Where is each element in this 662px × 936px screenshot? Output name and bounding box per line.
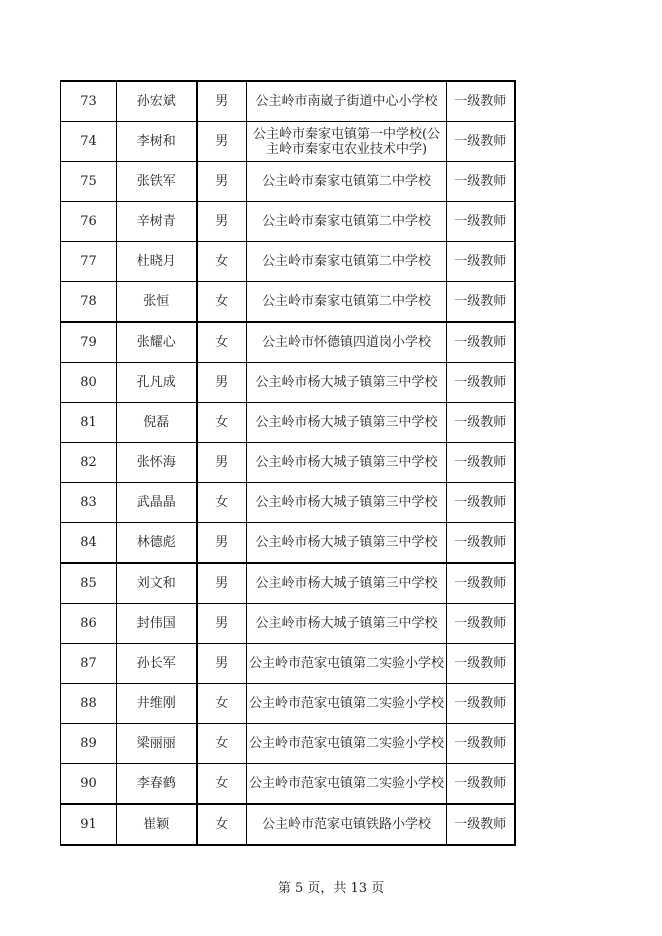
row-number: 77 [61, 242, 117, 282]
teacher-title: 一级教师 [447, 81, 515, 122]
row-number: 83 [61, 483, 117, 523]
school-name: 公主岭市秦家屯镇第二中学校 [247, 242, 447, 282]
teacher-name: 井维刚 [117, 684, 197, 724]
school-name: 公主岭市范家屯镇第二实验小学校 [247, 764, 447, 805]
page-footer: 第 5 页，共 13 页 [277, 881, 385, 896]
teacher-sex: 男 [197, 122, 247, 162]
teacher-name: 孙宏斌 [117, 81, 197, 122]
row-number: 80 [61, 363, 117, 403]
row-number: 73 [61, 81, 117, 122]
table-row [61, 483, 515, 523]
school-name: 公主岭市南崴子街道中心小学校 [247, 81, 447, 122]
row-number: 82 [61, 443, 117, 483]
row-number: 85 [61, 563, 117, 604]
teacher-title: 一级教师 [447, 684, 515, 724]
table-row [61, 282, 515, 323]
row-number: 74 [61, 122, 117, 162]
teacher-title: 一级教师 [447, 604, 515, 644]
school-name: 公主岭市杨大城子镇第三中学校 [247, 563, 447, 604]
teacher-sex: 男 [197, 644, 247, 684]
teacher-name: 李树和 [117, 122, 197, 162]
teacher-title: 一级教师 [447, 523, 515, 564]
row-number: 87 [61, 644, 117, 684]
teacher-sex: 男 [197, 202, 247, 242]
teacher-name: 辛树青 [117, 202, 197, 242]
teacher-name: 张怀海 [117, 443, 197, 483]
school-name: 公主岭市秦家屯镇第二中学校 [247, 202, 447, 242]
teacher-sex: 女 [197, 282, 247, 323]
school-name: 公主岭市范家屯镇第二实验小学校 [247, 724, 447, 764]
teacher-title: 一级教师 [447, 443, 515, 483]
row-number: 90 [61, 764, 117, 805]
table-row [61, 764, 515, 805]
teacher-name: 孙长军 [117, 644, 197, 684]
school-name: 公主岭市秦家屯镇第二中学校 [247, 282, 447, 323]
school-name: 公主岭市杨大城子镇第三中学校 [247, 403, 447, 443]
school-name: 公主岭市杨大城子镇第三中学校 [247, 523, 447, 564]
school-name: 公主岭市杨大城子镇第三中学校 [247, 483, 447, 523]
row-number: 75 [61, 162, 117, 202]
teacher-sex: 男 [197, 604, 247, 644]
teacher-name: 梁丽丽 [117, 724, 197, 764]
table-row [61, 604, 515, 644]
table-row [61, 202, 515, 242]
row-number: 89 [61, 724, 117, 764]
school-name: 公主岭市范家屯镇第二实验小学校 [247, 644, 447, 684]
teacher-title: 一级教师 [447, 322, 515, 363]
table-row [61, 122, 515, 162]
table-row [61, 162, 515, 202]
teacher-title: 一级教师 [447, 764, 515, 805]
table-row [61, 644, 515, 684]
teacher-name: 张恒 [117, 282, 197, 323]
teacher-sex: 男 [197, 363, 247, 403]
teacher-name: 杜晓月 [117, 242, 197, 282]
table-row [61, 363, 515, 403]
teacher-sex: 男 [197, 81, 247, 122]
teacher-name: 林德彪 [117, 523, 197, 564]
table-row [61, 563, 515, 604]
teacher-sex: 女 [197, 804, 247, 845]
teacher-sex: 女 [197, 242, 247, 282]
table-row [61, 403, 515, 443]
teacher-sex: 男 [197, 443, 247, 483]
teacher-sex: 女 [197, 724, 247, 764]
teacher-title: 一级教师 [447, 162, 515, 202]
school-name: 公主岭市怀德镇四道岗小学校 [247, 322, 447, 363]
teacher-sex: 男 [197, 523, 247, 564]
table-row [61, 81, 515, 122]
row-number: 79 [61, 322, 117, 363]
teacher-sex: 男 [197, 563, 247, 604]
row-number: 76 [61, 202, 117, 242]
teacher-name: 崔颖 [117, 804, 197, 845]
teacher-name: 封伟国 [117, 604, 197, 644]
school-name: 公主岭市范家屯镇铁路小学校 [247, 804, 447, 845]
teacher-sex: 女 [197, 483, 247, 523]
teacher-sex: 女 [197, 403, 247, 443]
teacher-name: 李春鹤 [117, 764, 197, 805]
table-row [61, 804, 515, 845]
table-row [61, 523, 515, 564]
teacher-title: 一级教师 [447, 483, 515, 523]
teacher-name: 刘文和 [117, 563, 197, 604]
teacher-name: 倪磊 [117, 403, 197, 443]
teacher-title: 一级教师 [447, 403, 515, 443]
teacher-title: 一级教师 [447, 563, 515, 604]
row-number: 81 [61, 403, 117, 443]
teacher-title: 一级教师 [447, 363, 515, 403]
teacher-sex: 女 [197, 764, 247, 805]
school-name: 公主岭市杨大城子镇第三中学校 [247, 604, 447, 644]
teacher-title: 一级教师 [447, 804, 515, 845]
teacher-name: 孔凡成 [117, 363, 197, 403]
teacher-title: 一级教师 [447, 644, 515, 684]
table-row [61, 443, 515, 483]
teacher-title: 一级教师 [447, 242, 515, 282]
roster-body [61, 81, 515, 845]
school-name: 公主岭市杨大城子镇第三中学校 [247, 443, 447, 483]
school-name: 公主岭市杨大城子镇第三中学校 [247, 363, 447, 403]
row-number: 91 [61, 804, 117, 845]
teacher-sex: 女 [197, 684, 247, 724]
table-row [61, 684, 515, 724]
teacher-name: 张铁军 [117, 162, 197, 202]
table-row [61, 242, 515, 282]
table-row [61, 724, 515, 764]
teacher-name: 张耀心 [117, 322, 197, 363]
row-number: 88 [61, 684, 117, 724]
teacher-title: 一级教师 [447, 282, 515, 323]
row-number: 84 [61, 523, 117, 564]
teacher-sex: 女 [197, 322, 247, 363]
teacher-name: 武晶晶 [117, 483, 197, 523]
school-name: 公主岭市范家屯镇第二实验小学校 [247, 684, 447, 724]
teacher-title: 一级教师 [447, 122, 515, 162]
table-row [61, 322, 515, 363]
row-number: 78 [61, 282, 117, 323]
teacher-title: 一级教师 [447, 202, 515, 242]
row-number: 86 [61, 604, 117, 644]
teacher-sex: 男 [197, 162, 247, 202]
school-name: 公主岭市秦家屯镇第一中学校(公主岭市秦家屯农业技术中学) [247, 122, 447, 162]
teacher-roster-table [60, 80, 516, 846]
school-name: 公主岭市秦家屯镇第二中学校 [247, 162, 447, 202]
teacher-title: 一级教师 [447, 724, 515, 764]
